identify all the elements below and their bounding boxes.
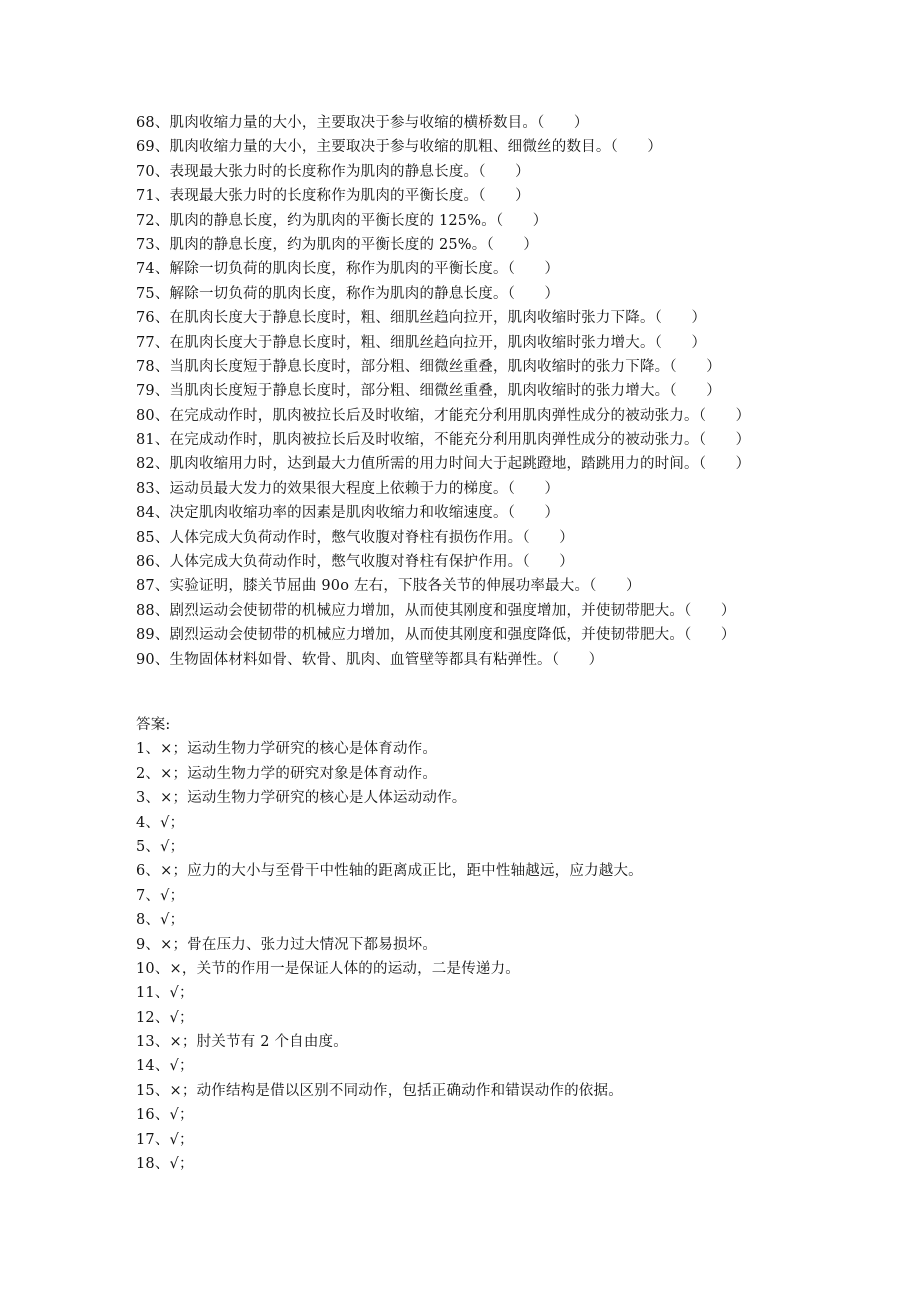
answer-line: 3、×；运动生物力学研究的核心是人体运动动作。 — [136, 790, 467, 807]
question-line: 90、生物固体材料如骨、软骨、肌肉、血管壁等都具有粘弹性。（ ） — [136, 651, 604, 668]
answer-line: 14、√； — [136, 1058, 194, 1075]
question-line: 82、肌肉收缩用力时，达到最大力值所需的用力时间大于起跳蹬地，踏跳用力的时间。（ ） — [136, 456, 751, 473]
answer-line: 4、√； — [136, 814, 185, 831]
question-line: 84、决定肌肉收缩功率的因素是肌肉收缩力和收缩速度。（ ） — [136, 505, 560, 522]
question-line: 72、肌肉的静息长度，约为肌肉的平衡长度的 125%。（ ） — [136, 212, 548, 229]
answer-line: 16、√； — [136, 1107, 194, 1124]
question-line: 83、运动员最大发力的效果很大程度上依赖于力的梯度。（ ） — [136, 480, 560, 497]
answer-line: 6、×；应力的大小与至骨干中性轴的距离成正比，距中性轴越远，应力越大。 — [136, 863, 643, 880]
question-line: 89、剧烈运动会使韧带的机械应力增加，从而使其刚度和强度降低，并使韧带肥大。（ ） — [136, 627, 736, 644]
answer-line: 17、√； — [136, 1131, 194, 1148]
question-line: 74、解除一切负荷的肌肉长度，称作为肌肉的平衡长度。（ ） — [136, 261, 560, 278]
question-line: 70、表现最大张力时的长度称作为肌肉的静息长度。（ ） — [136, 163, 530, 180]
question-line: 69、肌肉收缩力量的大小，主要取决于参与收缩的肌粗、细微丝的数目。（ ） — [136, 139, 663, 156]
question-line: 78、当肌肉长度短于静息长度时，部分粗、细微丝重叠，肌肉收缩时的张力下降。（ ） — [136, 358, 721, 375]
answer-line: 7、√； — [136, 887, 185, 904]
question-line: 77、在肌肉长度大于静息长度时，粗、细肌丝趋向拉开，肌肉收缩时张力增大。（ ） — [136, 334, 707, 351]
answer-line: 18、√； — [136, 1156, 194, 1173]
question-line: 73、肌肉的静息长度，约为肌肉的平衡长度的 25%。（ ） — [136, 236, 539, 253]
question-line: 71、表现最大张力时的长度称作为肌肉的平衡长度。（ ） — [136, 188, 530, 205]
answer-section — [136, 713, 836, 1176]
question-line: 80、在完成动作时，肌肉被拉长后及时收缩，才能充分利用肌肉弹性成分的被动张力。（ ） — [136, 407, 751, 424]
question-line: 81、在完成动作时，肌肉被拉长后及时收缩，不能充分利用肌肉弹性成分的被动张力。（ ） — [136, 432, 751, 449]
question-list — [136, 111, 836, 672]
answer-line: 9、×；骨在压力、张力过大情况下都易损坏。 — [136, 936, 438, 953]
answer-line: 5、√； — [136, 838, 185, 855]
answer-line: 2、×；运动生物力学的研究对象是体育动作。 — [136, 765, 438, 782]
answer-line: 1、×；运动生物力学研究的核心是体育动作。 — [136, 741, 438, 758]
question-line: 88、剧烈运动会使韧带的机械应力增加，从而使其刚度和强度增加，并使韧带肥大。（ ） — [136, 602, 736, 619]
question-line: 79、当肌肉长度短于静息长度时，部分粗、细微丝重叠，肌肉收缩时的张力增大。（ ） — [136, 383, 721, 400]
answer-line: 15、×；动作结构是借以区别不同动作，包括正确动作和错误动作的依据。 — [136, 1082, 623, 1099]
answers-heading: 答案: — [136, 717, 171, 733]
answer-line: 8、√； — [136, 912, 185, 929]
question-line: 87、实验证明，膝关节屈曲 90o 左右，下肢各关节的伸展功率最大。（ ） — [136, 578, 641, 595]
question-line: 76、在肌肉长度大于静息长度时，粗、细肌丝趋向拉开，肌肉收缩时张力下降。（ ） — [136, 310, 707, 327]
question-line: 75、解除一切负荷的肌肉长度，称作为肌肉的静息长度。（ ） — [136, 285, 560, 302]
question-line: 86、人体完成大负荷动作时，憋气收腹对脊柱有保护作用。（ ） — [136, 554, 574, 571]
question-line: 85、人体完成大负荷动作时，憋气收腹对脊柱有损伤作用。（ ） — [136, 529, 574, 546]
answer-line: 12、√； — [136, 1009, 194, 1026]
question-line: 68、肌肉收缩力量的大小，主要取决于参与收缩的横桥数目。（ ） — [136, 115, 589, 131]
answer-line: 10、×，关节的作用一是保证人体的的运动，二是传递力。 — [136, 960, 520, 977]
answer-line: 11、√； — [136, 985, 194, 1002]
answer-line: 13、×；肘关节有 2 个自由度。 — [136, 1034, 348, 1051]
